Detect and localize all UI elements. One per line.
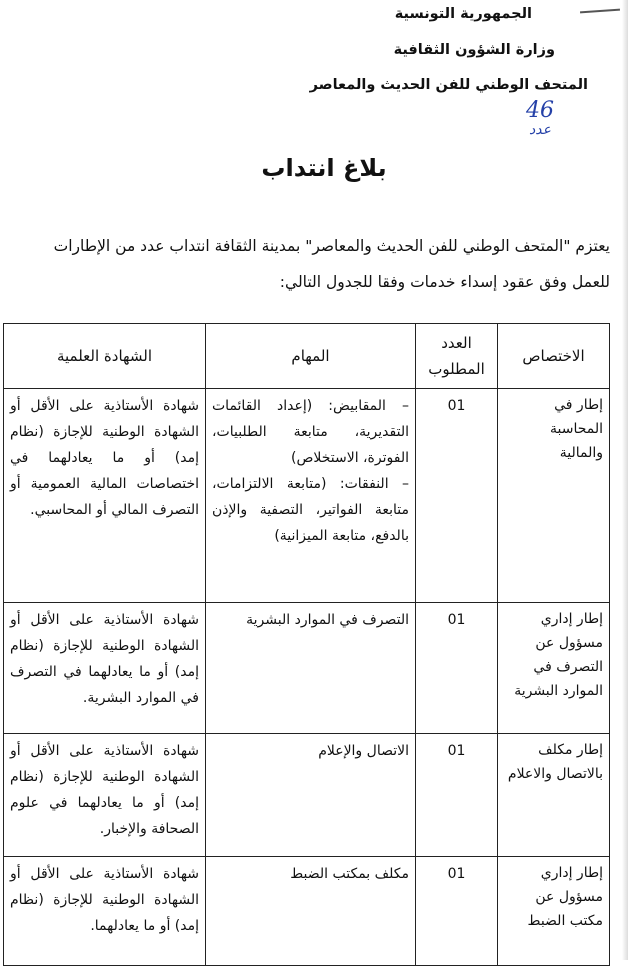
cell-degree: شهادة الأستاذية على الأقل أو الشهادة الوطنية للإجازة (نظام إمد) أو ما يعادلهما. xyxy=(4,857,206,966)
cell-specialty: إطار في المحاسبة والمالية xyxy=(498,389,610,603)
header-degree: الشهادة العلمية xyxy=(4,324,206,389)
header-ministry: وزارة الشؤون الثقافية xyxy=(393,42,555,58)
header-count: العدد المطلوب xyxy=(416,324,498,389)
cell-degree: شهادة الأستاذية على الأقل أو الشهادة الوطنية للإجازة (نظام إمد) أو ما يعادلهما في اختصاصات المالية العمومية أو التصرف المالي أو المحاسبي. xyxy=(4,389,206,603)
reference-number: 46 xyxy=(526,98,554,123)
cell-tasks xyxy=(206,389,416,603)
recruitment-table xyxy=(3,323,610,966)
page-title: بلاغ انتداب xyxy=(261,154,387,182)
header-republic: الجمهورية التونسية xyxy=(394,6,532,22)
intro-line-2: للعمل وفق عقود إسداء خدمات وفقا للجدول التالي: xyxy=(279,273,610,291)
intro-paragraph xyxy=(16,228,610,300)
intro-line-1: يعتزم "المتحف الوطني للفن الحديث والمعاصر" بمدينة الثقافة انتداب عدد من الإطارات xyxy=(53,237,610,255)
table-header-row xyxy=(4,324,610,389)
cell-tasks: مكلف بمكتب الضبط xyxy=(206,857,416,966)
header-museum: المتحف الوطني للفن الحديث والمعاصر xyxy=(309,77,588,93)
cell-count: 01 xyxy=(416,603,498,734)
table-row xyxy=(4,603,610,734)
cell-specialty: إطار مكلف بالاتصال والاعلام xyxy=(498,734,610,857)
cell-degree: شهادة الأستاذية على الأقل أو الشهادة الوطنية للإجازة (نظام إمد) أو ما يعادلهما في التصرف في الموارد البشرية. xyxy=(4,603,206,734)
pen-mark xyxy=(580,9,620,14)
header-specialty: الاختصاص xyxy=(498,324,610,389)
scan-edge xyxy=(622,0,628,960)
cell-degree: شهادة الأستاذية على الأقل أو الشهادة الوطنية للإجازة (نظام إمد) أو ما يعادلهما في علوم الصحافة والإخبار. xyxy=(4,734,206,857)
cell-tasks: التصرف في الموارد البشرية xyxy=(206,603,416,734)
handwritten-reference-number xyxy=(526,100,554,137)
reference-label: عدد xyxy=(529,122,551,138)
cell-tasks: الاتصال والإعلام xyxy=(206,734,416,857)
cell-specialty: إطار إداري مسؤول عن التصرف في الموارد البشرية xyxy=(498,603,610,734)
cell-count: 01 xyxy=(416,734,498,857)
header-tasks: المهام xyxy=(206,324,416,389)
table-row xyxy=(4,734,610,857)
cell-count: 01 xyxy=(416,389,498,603)
task-expenses: – النفقات: (متابعة الالتزامات، متابعة الفواتير، التصفية والإذن بالدفع، متابعة الميزانية) xyxy=(212,476,409,544)
task-revenue: – المقابيض: (إعداد القائمات التقديرية، متابعة الطلبيات، الفوترة، الاستخلاص) xyxy=(212,398,409,466)
table-row xyxy=(4,857,610,966)
table-row xyxy=(4,389,610,603)
cell-specialty: إطار إداري مسؤول عن مكتب الضبط xyxy=(498,857,610,966)
cell-count: 01 xyxy=(416,857,498,966)
